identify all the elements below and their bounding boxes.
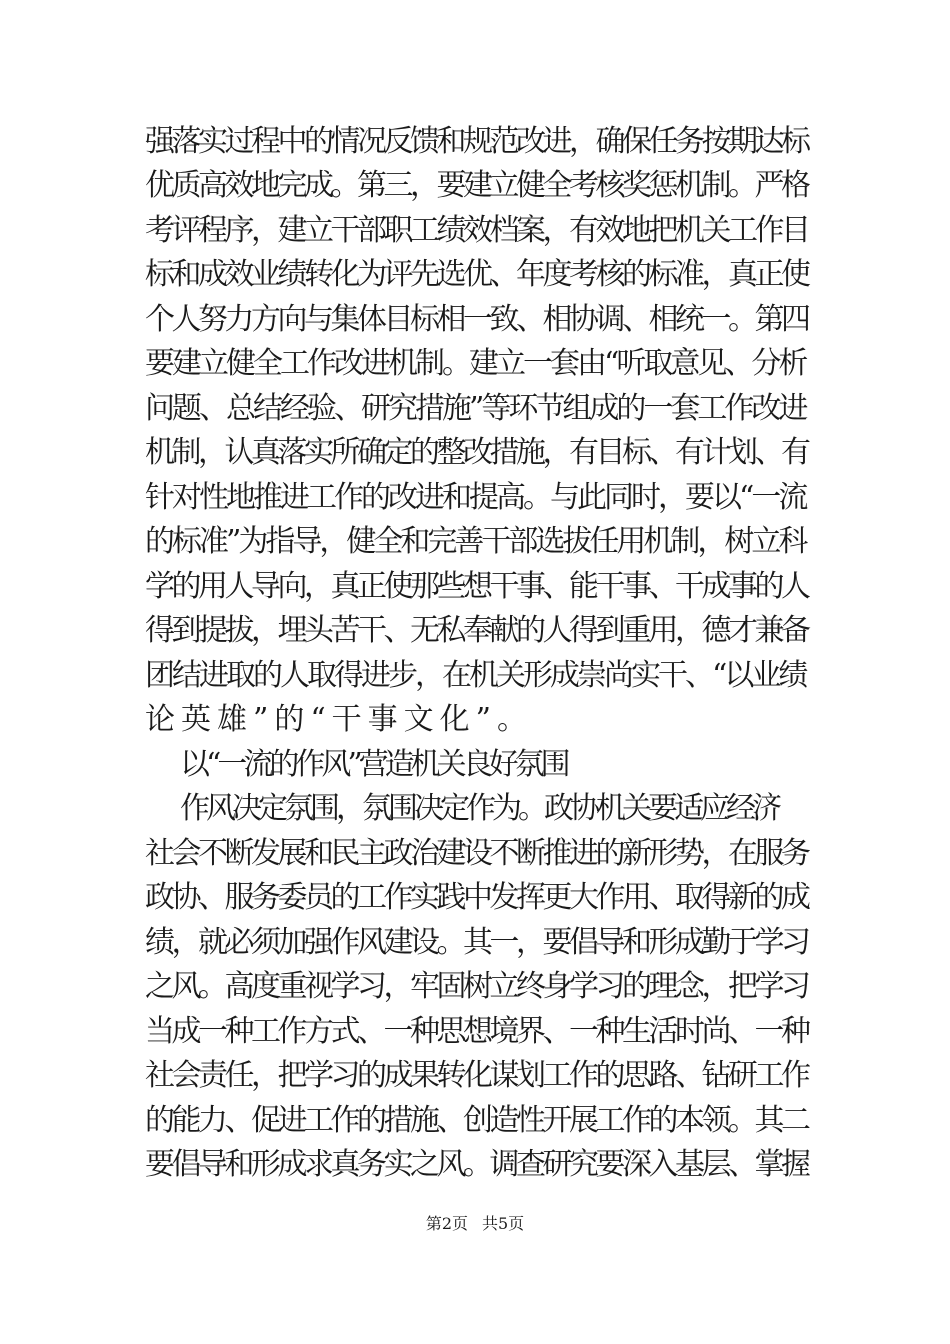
body-text-line: 作风决定氛围，氛围决定作为。政协机关要适应经济	[180, 791, 778, 826]
body-text-line: 强落实过程中的情况反馈和规范改进，确保任务按期达标	[145, 124, 808, 159]
body-text-line: 标和成效业绩转化为评先选优、年度考核的标准，真正使	[145, 257, 808, 292]
body-text-line: 之风。高度重视学习，牢固树立终身学习的理念，把学习	[145, 969, 808, 1004]
body-text-line: 考评程序，建立干部职工绩效档案，有效地把机关工作目	[145, 213, 808, 248]
body-text-line: 针对性地推进工作的改进和提高。与此同时，要以“一流	[145, 480, 806, 515]
body-text-line: 问题、总结经验、研究措施”等环节组成的一套工作改进	[145, 391, 806, 426]
body-text-line: 得到提拔，埋头苦干、无私奉献的人得到重用，德才兼备	[145, 613, 808, 648]
body-text-line: 社会责任，把学习的成果转化谋划工作的思路、钻研工作	[145, 1058, 808, 1093]
section-heading: 以“一流的作风”营造机关良好氛围	[180, 747, 567, 782]
body-text-line: 要建立健全工作改进机制。建立一套由“听取意见、分析	[145, 346, 806, 381]
page-number: 第2页	[425, 1214, 468, 1233]
body-text-line: 团结进取的人取得进步，在机关形成崇尚实干、“以业绩	[145, 658, 806, 693]
body-text-line: 论英雄”的“干事文化”。	[145, 702, 534, 737]
body-text-line: 政协、服务委员的工作实践中发挥更大作用、取得新的成	[145, 880, 808, 915]
body-text-line: 当成一种工作方式、一种思想境界、一种生活时尚、一种	[145, 1014, 808, 1049]
body-text-line: 的标准”为指导，健全和完善干部选拔任用机制，树立科	[145, 524, 806, 559]
body-text-line: 的能力、促进工作的措施、创造性开展工作的本领。其二	[145, 1103, 808, 1138]
body-text-line: 绩，就必须加强作风建设。其一，要倡导和形成勤于学习	[145, 925, 808, 960]
body-text-line: 学的用人导向，真正使那些想干事、能干事、干成事的人	[145, 569, 808, 604]
body-text-line: 要倡导和形成求真务实之风。调查研究要深入基层、掌握	[145, 1147, 808, 1182]
body-text-line: 优质高效地完成。第三，要建立健全考核奖惩机制。严格	[145, 168, 808, 203]
page-total: 共5页	[482, 1214, 525, 1233]
page-footer	[0, 1212, 950, 1236]
body-text-line: 个人努力方向与集体目标相一致、相协调、相统一。第四	[145, 302, 808, 337]
body-text-line: 社会不断发展和民主政治建设不断推进的新形势，在服务	[145, 836, 808, 871]
body-text-line: 机制，认真落实所确定的整改措施，有目标、有计划、有	[145, 435, 808, 470]
